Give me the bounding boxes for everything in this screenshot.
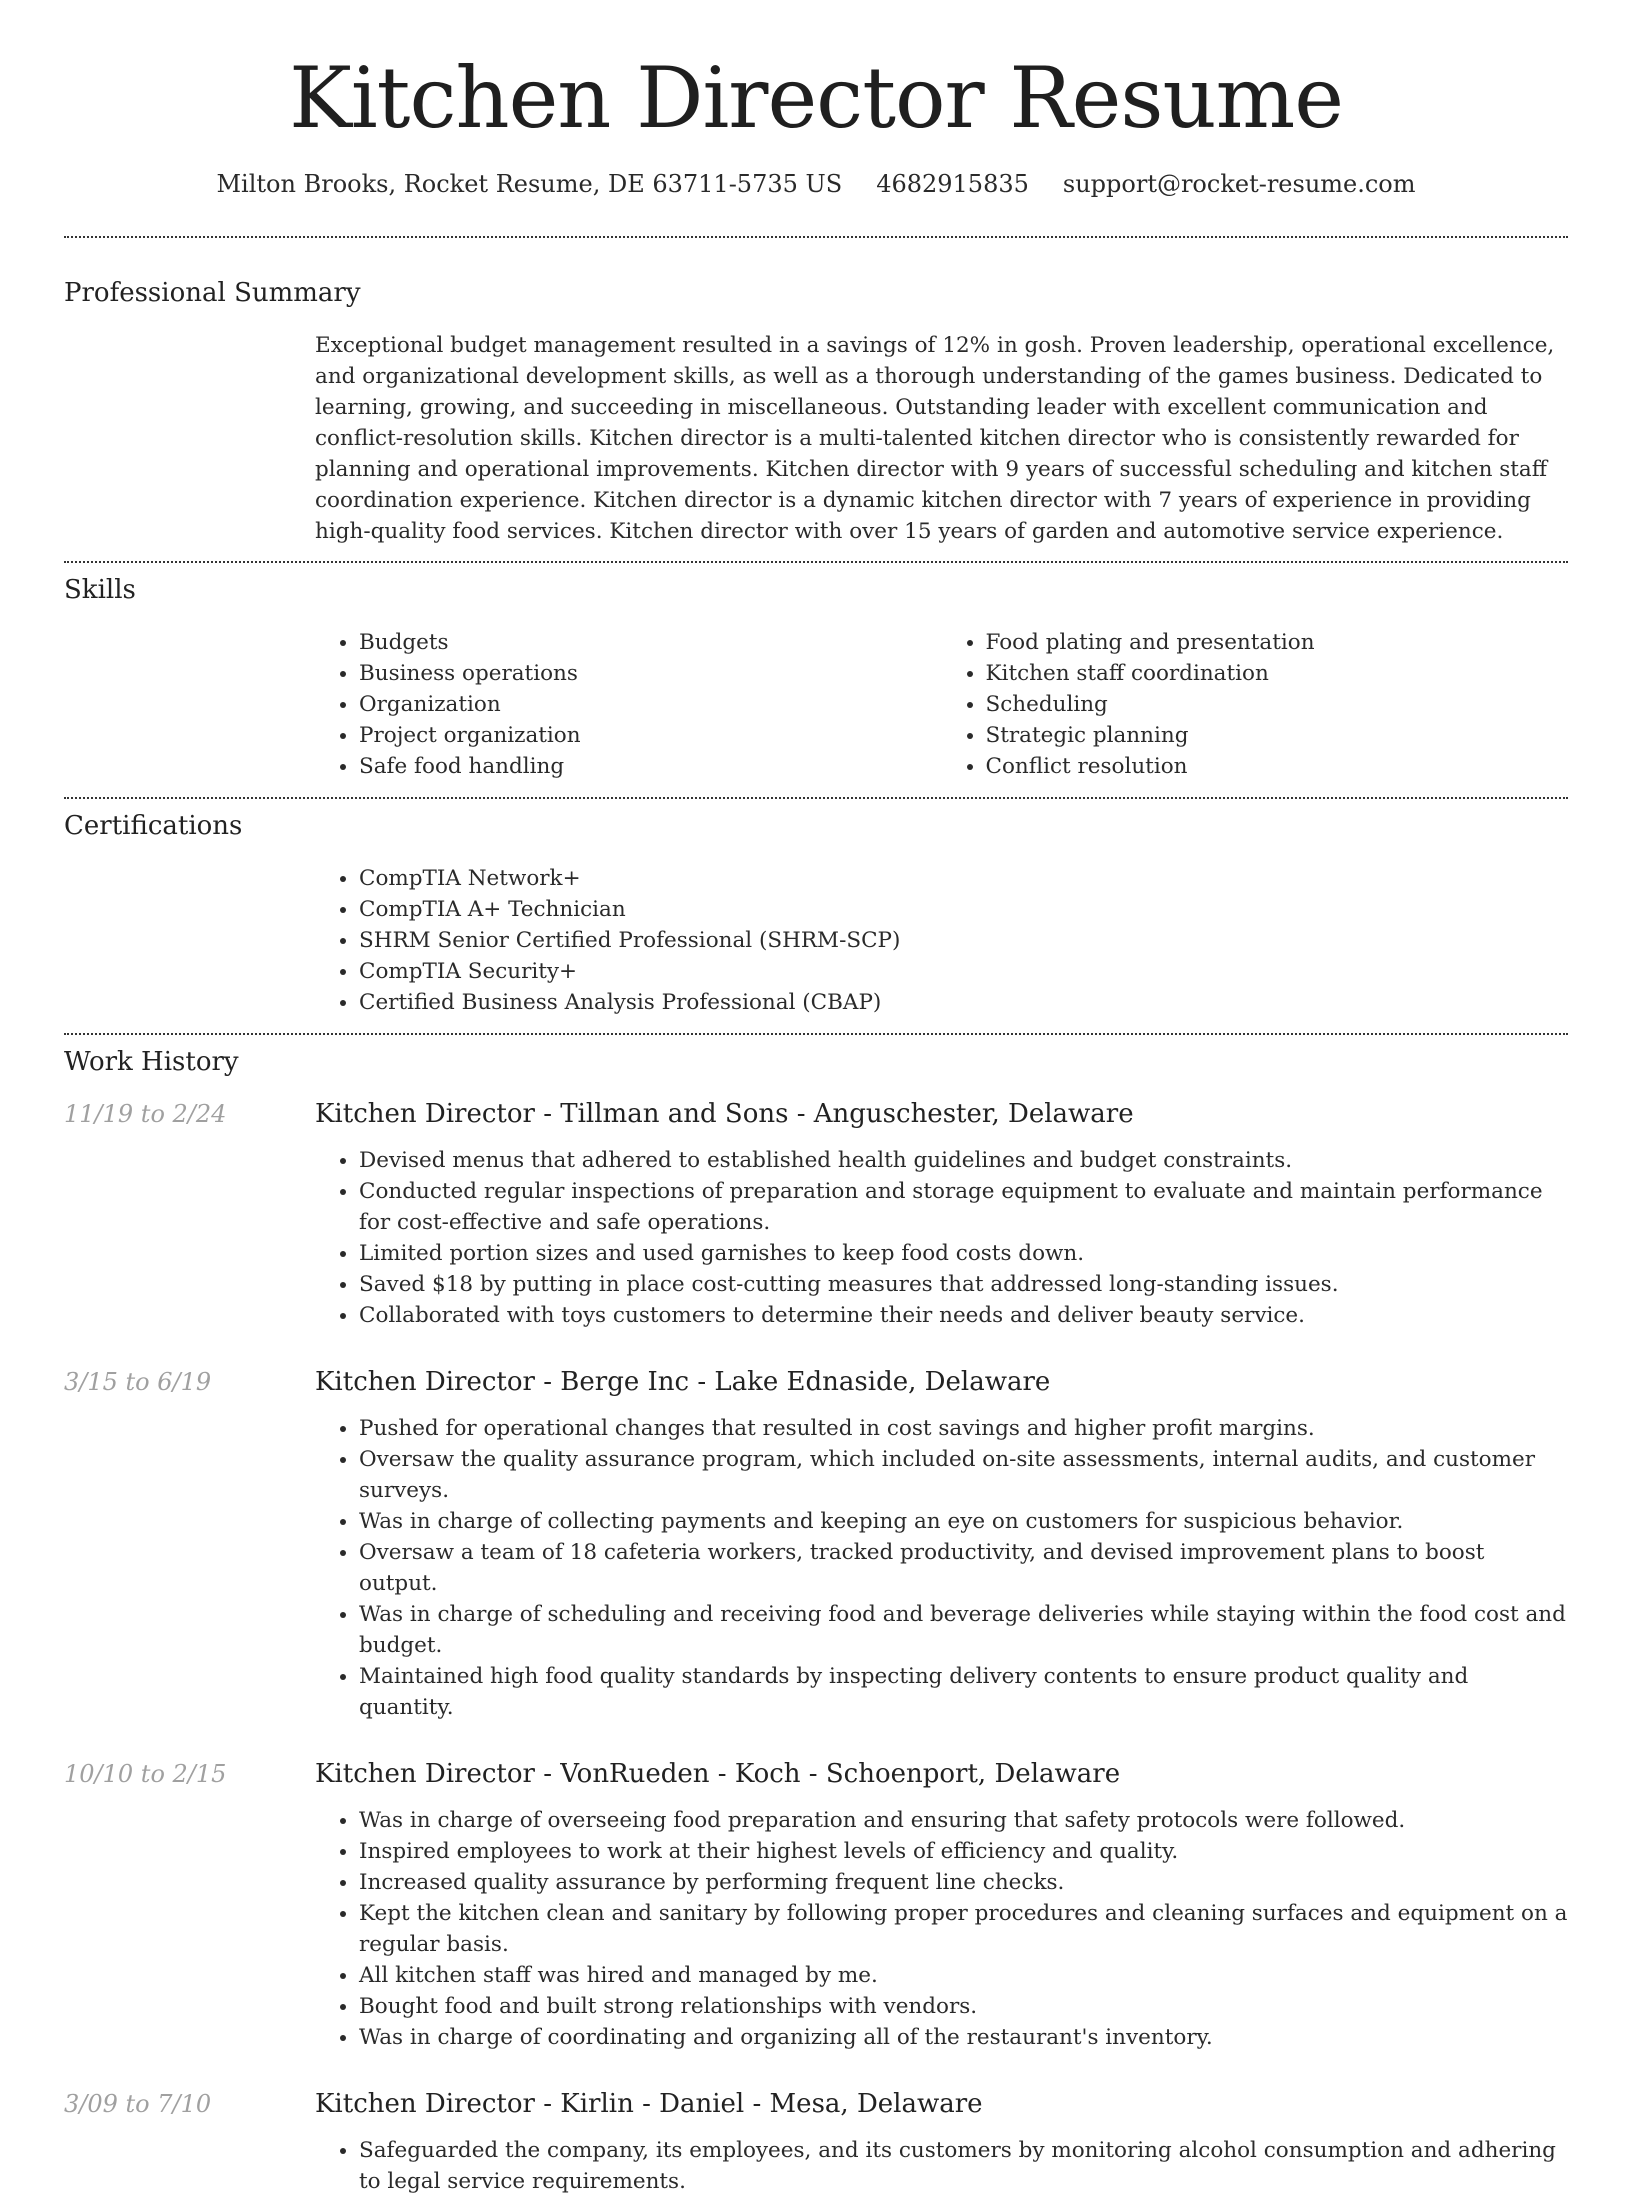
list-item: • SHRM Senior Certified Professional (SHRM-SCP) <box>359 925 1568 956</box>
job-date: 10/10 to 2/15 <box>64 1760 227 1788</box>
skills-list-left <box>315 627 942 782</box>
job-body <box>315 1365 1568 1723</box>
job-entry <box>64 1097 1568 1331</box>
list-item: • Organization <box>359 689 942 720</box>
list-item: • Project organization <box>359 720 942 751</box>
list-item: • Devised menus that adhered to established health guidelines and budget constraints. <box>359 1145 1568 1176</box>
job-body <box>315 1757 1568 2053</box>
page-title: Kitchen Director Resume <box>289 49 1343 147</box>
list-item: • Food plating and presentation <box>986 627 1569 658</box>
contact-phone: 4682915835 <box>876 170 1029 198</box>
job-bullets <box>315 1805 1568 2053</box>
list-item: • CompTIA Network+ <box>359 863 1568 894</box>
job-bullets <box>315 1145 1568 1331</box>
list-item: • Safeguarded the company, its employees, and its customers by monitoring alcohol consumption and adhering to legal service requirements. <box>359 2135 1568 2197</box>
job-body <box>315 2087 1568 2197</box>
job-title: Kitchen Director - Tillman and Sons - Anguschester, Delaware <box>315 1099 1134 1129</box>
list-item: • Was in charge of overseeing food preparation and ensuring that safety protocols were followed. <box>359 1805 1568 1836</box>
job-entry <box>64 1757 1568 2053</box>
work-history-section <box>0 1035 1632 2197</box>
job-body <box>315 1097 1568 1331</box>
list-item: • Inspired employees to work at their highest levels of efficiency and quality. <box>359 1836 1568 1867</box>
job-bullets <box>315 2135 1568 2197</box>
job-title: Kitchen Director - Kirlin - Daniel - Mesa, Delaware <box>315 2089 983 2119</box>
contact-line <box>0 170 1632 198</box>
list-item: • Oversaw the quality assurance program, which included on-site assessments, internal audits, and customer surveys. <box>359 1444 1568 1506</box>
skills-list-right <box>942 627 1569 782</box>
list-item: • Certified Business Analysis Professional (CBAP) <box>359 987 1568 1018</box>
summary-heading: Professional Summary <box>64 278 361 308</box>
list-item: • Strategic planning <box>986 720 1569 751</box>
list-item: • Safe food handling <box>359 751 942 782</box>
list-item: • Saved $18 by putting in place cost-cutting measures that addressed long-standing issues. <box>359 1269 1568 1300</box>
list-item: • Was in charge of scheduling and receiving food and beverage deliveries while staying within the food cost and budget. <box>359 1599 1568 1661</box>
list-item: • Scheduling <box>986 689 1569 720</box>
job-bullets <box>315 1413 1568 1723</box>
job-date: 11/19 to 2/24 <box>64 1100 227 1128</box>
list-item: • Limited portion sizes and used garnishes to keep food costs down. <box>359 1238 1568 1269</box>
contact-email: support@rocket-resume.com <box>1062 170 1416 198</box>
list-item: • Kept the kitchen clean and sanitary by following proper procedures and cleaning surfaces and equipment on a regular basis. <box>359 1898 1568 1960</box>
job-entry <box>64 1365 1568 1723</box>
list-item: • Budgets <box>359 627 942 658</box>
job-title: Kitchen Director - VonRueden - Koch - Schoenport, Delaware <box>315 1759 1121 1789</box>
list-item: • All kitchen staff was hired and managed by me. <box>359 1960 1568 1991</box>
skills-section <box>0 563 1632 797</box>
summary-text: Exceptional budget management resulted in a savings of 12% in gosh. Proven leadership, operational excellence, and organizational development skills, as well as a thorough understanding of the games business. Dedicated to learning, growing, and succeeding in miscellaneous. Outstanding leader with excellent communication and conflict-resolution skills. Kitchen director is a multi-talented kitchen director who is consistently rewarded for planning and operational improvements. Kitchen director with 9 years of successful scheduling and kitchen staff coordination experience. Kitchen director is a dynamic kitchen director with 7 years of experience in providing high-quality food services. Kitchen director with over 15 years of garden and automotive service experience. <box>315 333 1555 544</box>
work-history-heading: Work History <box>64 1047 239 1077</box>
list-item: • Bought food and built strong relationships with vendors. <box>359 1991 1568 2022</box>
certifications-heading: Certifications <box>64 811 243 841</box>
skills-heading: Skills <box>64 575 136 605</box>
job-entry <box>64 2087 1568 2197</box>
list-item: • Conducted regular inspections of preparation and storage equipment to evaluate and maintain performance for cost-effective and safe operations. <box>359 1176 1568 1238</box>
certifications-list <box>315 863 1568 1018</box>
job-date: 3/15 to 6/19 <box>64 1368 212 1396</box>
skills-columns <box>315 627 1568 782</box>
list-item: • Conflict resolution <box>986 751 1569 782</box>
list-item: • Was in charge of collecting payments and keeping an eye on customers for suspicious behavior. <box>359 1506 1568 1537</box>
job-date: 3/09 to 7/10 <box>64 2090 212 2118</box>
list-item: • Was in charge of coordinating and organizing all of the restaurant's inventory. <box>359 2022 1568 2053</box>
list-item: • Increased quality assurance by performing frequent line checks. <box>359 1867 1568 1898</box>
contact-address: Milton Brooks, Rocket Resume, DE 63711-5735 US <box>216 170 843 198</box>
certifications-list-wrap <box>315 863 1568 1018</box>
list-item: • Business operations <box>359 658 942 689</box>
job-title: Kitchen Director - Berge Inc - Lake Ednaside, Delaware <box>315 1367 1051 1397</box>
list-item: • Pushed for operational changes that resulted in cost savings and higher profit margins. <box>359 1413 1568 1444</box>
list-item: • CompTIA Security+ <box>359 956 1568 987</box>
summary-section <box>0 238 1632 561</box>
list-item: • Oversaw a team of 18 cafeteria workers, tracked productivity, and devised improvement plans to boost output. <box>359 1537 1568 1599</box>
list-item: • CompTIA A+ Technician <box>359 894 1568 925</box>
certifications-section <box>0 799 1632 1033</box>
list-item: • Kitchen staff coordination <box>986 658 1569 689</box>
list-item: • Maintained high food quality standards by inspecting delivery contents to ensure product quality and quantity. <box>359 1661 1568 1723</box>
list-item: • Collaborated with toys customers to determine their needs and deliver beauty service. <box>359 1300 1568 1331</box>
